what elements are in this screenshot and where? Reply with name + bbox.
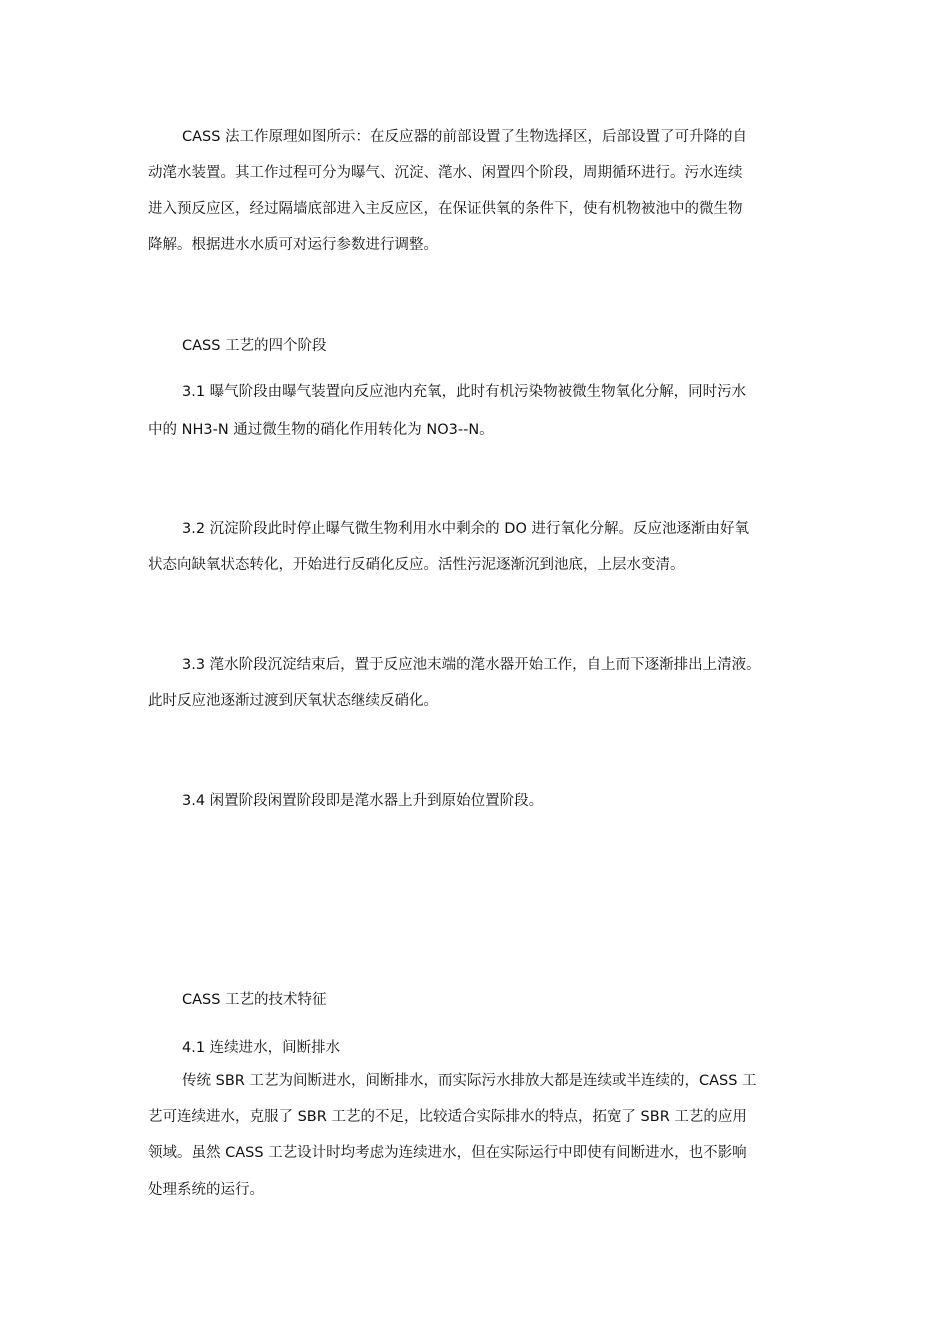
paragraph-line: 传统 SBR 工艺为间断进水，间断排水，而实际污水排放大都是连续或半连续的，CASS 工: [182, 1073, 757, 1089]
paragraph-line: 降解。根据进水水质可对运行参数进行调整。: [148, 237, 438, 253]
paragraph-line: 艺可连续进水，克服了 SBR 工艺的不足，比较适合实际排水的特点，拓宽了 SBR 工艺的应用: [148, 1109, 747, 1125]
paragraph-line: 3.4 闲置阶段闲置阶段即是滗水器上升到原始位置阶段。: [182, 793, 544, 809]
paragraph-line: 动滗水装置。其工作过程可分为曝气、沉淀、滗水、闲置四个阶段，周期循环进行。污水连续: [148, 165, 743, 181]
section-heading: CASS 工艺的技术特征: [182, 992, 327, 1008]
section-heading: CASS 工艺的四个阶段: [182, 338, 327, 354]
paragraph-line: 中的 NH3-N 通过微生物的硝化作用转化为 NO3--N。: [148, 422, 494, 438]
paragraph-line: 此时反应池逐渐过渡到厌氧状态继续反硝化。: [148, 693, 438, 709]
paragraph-line: 3.3 滗水阶段沉淀结束后，置于反应池末端的滗水器开始工作，自上而下逐渐排出上清液。: [182, 657, 761, 673]
paragraph-line: 领域。虽然 CASS 工艺设计时均考虑为连续进水，但在实际运行中即使有间断进水，也不影响: [148, 1145, 747, 1161]
subsection-title: 4.1 连续进水，间断排水: [182, 1040, 341, 1056]
paragraph-line: 3.1 曝气阶段由曝气装置向反应池内充氧，此时有机污染物被微生物氧化分解，同时污水: [182, 384, 747, 400]
paragraph-line: CASS 法工作原理如图所示：在反应器的前部设置了生物选择区，后部设置了可升降的自: [182, 129, 748, 145]
paragraph-line: 3.2 沉淀阶段此时停止曝气微生物利用水中剩余的 DO 进行氧化分解。反应池逐渐由好氧: [182, 521, 749, 537]
paragraph-line: 处理系统的运行。: [148, 1182, 264, 1198]
paragraph-line: 进入预反应区，经过隔墙底部进入主反应区，在保证供氧的条件下，使有机物被池中的微生物: [148, 201, 743, 217]
paragraph-line: 状态向缺氧状态转化，开始进行反硝化反应。活性污泥逐渐沉到池底，上层水变清。: [148, 557, 685, 573]
